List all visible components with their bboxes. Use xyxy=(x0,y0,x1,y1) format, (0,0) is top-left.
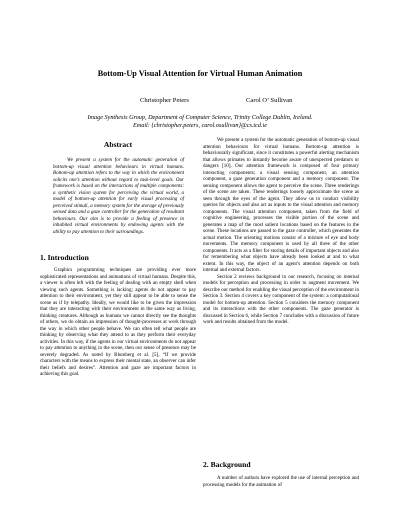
intro-text xyxy=(40,267,196,378)
right-paragraph-2: Section 2 reviews background to our research, focusing on internal models for perception and processing in order to augment movement. We describe our method for enabling the visual perception of the environment in Section 3. Section 4 covers a key component of the system: a computational model for bottom-up attention. Section 5 considers the memory component and its interactions with the other components. The gaze generator is discussed in Section 6, while Section 7 concludes with a discussion of future work and results obtained from the model. xyxy=(203,273,359,325)
background-paragraph: A number of authors have explored the use of internal perception and processing models for the animation of xyxy=(203,475,359,488)
intro-paragraph: Graphics programming techniques are providing ever more sophisticated representations and animations of virtual humans. Despite this, a viewer is often left with the feeling of dealing with an empty shell when viewing such agents. Something is lacking; agents do not appear to pay attention to their environment, yet they still appear to be able to sense the scene as if by telepathy. Ideally, we would like to be given the impression that they are interacting with their environment in the same way as living, thinking creatures. Although as humans we cannot directly see the thoughts of others, we do obtain an impression of thought-processes at work through the way in which other people behave. We can often tell what people are thinking by observing what they attend to as they perform their everyday activities. In this way, if the agents in our virtual environments do not appear to pay attention to anything in the scene, then our sense of presence may be severely degraded. As noted by Blumberg et al. [5], “If we provide characters with the means to express their mental state, an observer can infer their beliefs and desires”. Attention and gaze are important factors in achieving this goal. xyxy=(40,267,196,377)
abstract-text xyxy=(53,157,184,235)
right-column xyxy=(203,137,359,326)
background-heading: 2. Background xyxy=(203,460,251,469)
author-1: Christopher Peters xyxy=(140,97,189,104)
intro-heading: 1. Introduction xyxy=(40,253,89,262)
abstract-heading: Abstract xyxy=(103,140,133,149)
background-text xyxy=(203,475,359,488)
affiliation xyxy=(0,114,400,131)
right-paragraph-1: We present a system for the automatic generation of bottom-up visual attention behaviours for virtual humans. Bottom-up attention is behaviourally significant, since it constitutes a powerful alerting mechanism that allows primates to instantly become aware of unexpected predators or dangers [10]. Our attention framework is composed of four primary interacting components; a visual sensing component, an attention component, a gaze generation component and a memory component. The sensing component allows the agent to perceive the scene. Three renderings of the scene are taken. These renderings loosely approximate the scene as seen through the eyes of the agent. They allow us to conduct visibility queries for objects and also act as inputs to the visual attention and memory components. The visual attention component, taken from the field of cognitive engineering, processes the visible portion of the scene and generates a map of the most salient locations based on the features in the scene. These locations are passed to the gaze controller, which generates the actual motion. The orienting motions consist of a mixture of eye and body movements. The memory component is used by all three of the other components. It acts as a filter for storing details of important objects and also for remembering what objects have already been looked at and to what extent. In this way, the object of an agent’s attention depends on both internal and external factors. xyxy=(203,137,359,273)
abstract-paragraph: We present a system for the automatic generation of bottom-up visual attention behaviours in virtual humans. Bottom-up attention refers to the way in which the environment solicits one’s attention without regard to task-level goals. Our framework is based on the interactions of multiple components: a synthetic vision system for perceiving the virtual world, a model of bottom-up attention for early visual processing of perceived stimuli, a memory system for the storage of previously sensed data and a gaze controller for the generation of resultant behaviours. Our aim is to provide a feeling of presence in inhabited virtual environments by endowing agents with the ability to pay attention to their surroundings. xyxy=(53,157,184,235)
affiliation-line: Image Synthesis Group, Department of Computer Science, Trinity College Dublin, Ireland. xyxy=(87,114,313,121)
author-2: Carol O’ Sullivan xyxy=(246,97,293,104)
paper-title: Bottom-Up Visual Attention for Virtual Human Animation xyxy=(97,69,303,78)
email-line: Email: {christopher.peters, carol.osullivan}@cs.tcd.ie xyxy=(133,122,267,130)
